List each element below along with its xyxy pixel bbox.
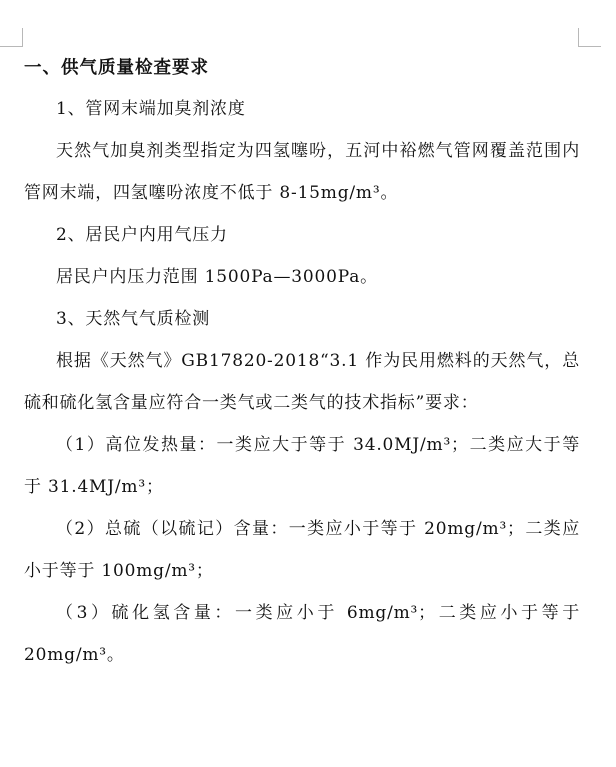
list-item-hydrogen-sulfide: （3）硫化氢含量：一类应小于 6mg/m³；二类应小于等于 20mg/m³。 [24,603,580,665]
list-item-calorific: （1）高位发热量：一类应大于等于 34.0MJ/m³；二类应大于等于 31.4MJ/m³； [24,435,580,497]
subsection-title-pressure: 2、居民户内用气压力 [56,225,228,245]
page-corner-mark-top-left [0,28,23,47]
subsection-title-odorant: 1、管网末端加臭剂浓度 [56,99,246,119]
section-heading: 一、供气质量检查要求 [24,58,209,78]
subsection-title-gas-quality: 3、天然气气质检测 [56,309,211,329]
paragraph-gas-quality: 根据《天然气》GB17820-2018“3.1 作为民用燃料的天然气，总硫和硫化氢含量应符合一类气或二类气的技术指标”要求： [24,351,580,413]
page-corner-mark-top-right [578,28,601,47]
document-body [24,48,580,676]
paragraph-odorant: 天然气加臭剂类型指定为四氢噻吩，五河中裕燃气管网覆盖范围内管网末端，四氢噻吩浓度不低于 8-15mg/m³。 [24,141,580,203]
list-item-total-sulfur: （2）总硫（以硫记）含量：一类应小于等于 20mg/m³；二类应小于等于 100mg/m³； [24,519,580,581]
paragraph-pressure: 居民户内压力范围 1500Pa—3000Pa。 [56,267,378,287]
